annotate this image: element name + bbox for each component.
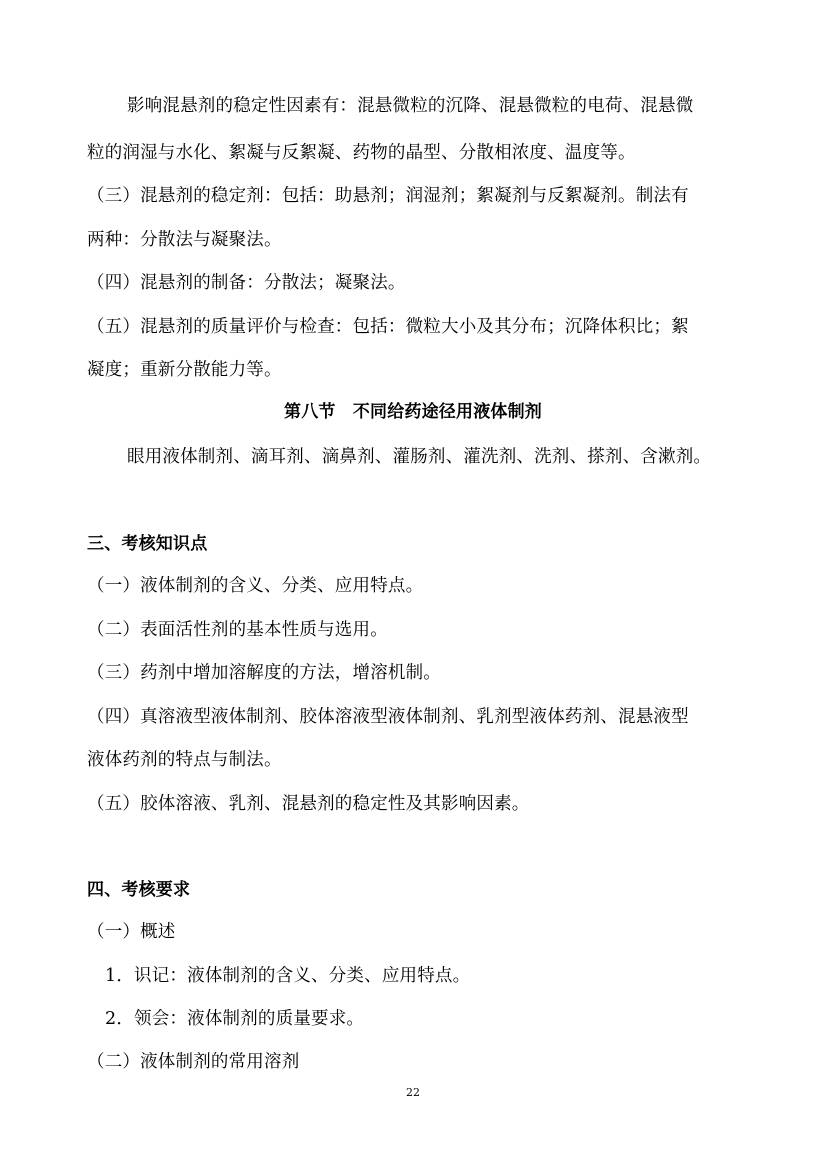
section-heading: 三、考核知识点 [87, 534, 208, 554]
list-item: （五）胶体溶液、乳剂、混悬剂的稳定性及其影响因素。 [87, 794, 530, 814]
list-item: （二）液体制剂的常用溶剂 [87, 1052, 300, 1072]
section-heading: 四、考核要求 [87, 880, 191, 900]
list-item: 1．识记：液体制剂的含义、分类、应用特点。 [105, 966, 471, 986]
paragraph-line: （四）混悬剂的制备：分散法；凝聚法。 [87, 273, 406, 293]
list-item: 2．领会：液体制剂的质量要求。 [105, 1009, 365, 1029]
list-item: （一）液体制剂的含义、分类、应用特点。 [87, 576, 424, 596]
list-item: （四）真溶液型液体制剂、胶体溶液型液体制剂、乳剂型液体药剂、混悬液型 [87, 707, 689, 727]
paragraph-line: （三）混悬剂的稳定剂：包括：助悬剂；润湿剂；絮凝剂与反絮凝剂。制法有 [87, 186, 689, 206]
section-title: 第八节 不同给药途径用液体制剂 [284, 402, 542, 422]
list-item: （二）表面活性剂的基本性质与选用。 [87, 620, 388, 640]
list-item: （一）概述 [87, 922, 176, 942]
paragraph-line: 影响混悬剂的稳定性因素有：混悬微粒的沉降、混悬微粒的电荷、混悬微 [127, 96, 694, 116]
list-item: 液体药剂的特点与制法。 [87, 750, 282, 770]
page-number: 22 [406, 1086, 420, 1099]
paragraph-line: 两种：分散法与凝聚法。 [87, 230, 282, 250]
paragraph-line: 凝度；重新分散能力等。 [87, 360, 282, 380]
paragraph-line: （五）混悬剂的质量评价与检查：包括：微粒大小及其分布；沉降体积比；絮 [87, 317, 689, 337]
paragraph-line: 粒的润湿与水化、絮凝与反絮凝、药物的晶型、分散相浓度、温度等。 [87, 143, 636, 163]
list-item: （三）药剂中增加溶解度的方法，增溶机制。 [87, 663, 441, 683]
paragraph-line: 眼用液体制剂、滴耳剂、滴鼻剂、灌肠剂、灌洗剂、洗剂、搽剂、含漱剂。 [127, 447, 712, 467]
